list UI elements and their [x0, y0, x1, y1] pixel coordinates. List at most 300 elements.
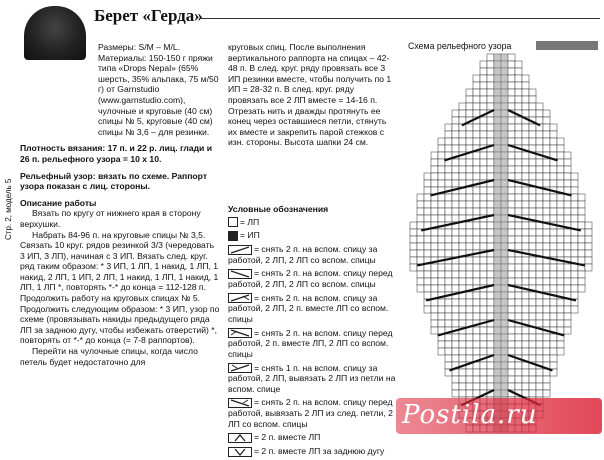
- chart-cell: [571, 208, 578, 215]
- chart-cell: [536, 355, 543, 362]
- chart-cell: [529, 110, 536, 117]
- chart-cell: [459, 320, 466, 327]
- chart-cell: [487, 327, 494, 334]
- chart-cell: [508, 236, 515, 243]
- chart-cell: [508, 306, 515, 313]
- chart-cell: [508, 313, 515, 320]
- chart-cell: [466, 96, 473, 103]
- chart-cell: [508, 257, 515, 264]
- chart-cell: [452, 131, 459, 138]
- chart-cell: [536, 110, 543, 117]
- chart-cell: [452, 285, 459, 292]
- chart-cell: [466, 110, 473, 117]
- chart-cell: [452, 334, 459, 341]
- chart-cell: [550, 166, 557, 173]
- chart-cell: [473, 222, 480, 229]
- chart-cell: [508, 187, 515, 194]
- chart-cell: [522, 96, 529, 103]
- chart-cell: [445, 334, 452, 341]
- chart-cell: [473, 194, 480, 201]
- chart-cell: [473, 264, 480, 271]
- title-divider: [200, 18, 600, 19]
- chart-cell: [452, 390, 459, 397]
- chart-cell: [522, 103, 529, 110]
- chart-cell: [452, 271, 459, 278]
- chart-cell: [529, 313, 536, 320]
- chart-cell: [564, 215, 571, 222]
- chart-cell: [543, 390, 550, 397]
- chart-cell: [543, 299, 550, 306]
- chart-cell: [473, 313, 480, 320]
- pattern-text: Рельефный узор: вязать по схеме. Раппорт узора показан с лиц. стороны.: [20, 170, 208, 192]
- chart-cell: [466, 348, 473, 355]
- legend-item: = 2 п. вместе ЛП за заднюю дугу: [228, 446, 404, 457]
- chart-cell: [515, 292, 522, 299]
- chart-cell: [480, 166, 487, 173]
- chart-cell: [438, 166, 445, 173]
- chart-cell: [515, 187, 522, 194]
- chart-cell: [515, 327, 522, 334]
- chart-cell: [522, 194, 529, 201]
- chart-cell: [410, 257, 417, 264]
- chart-cell: [445, 201, 452, 208]
- chart-cell: [585, 243, 592, 250]
- chart-cell: [529, 243, 536, 250]
- chart-cell: [522, 299, 529, 306]
- chart-cell: [473, 306, 480, 313]
- chart-cell: [529, 201, 536, 208]
- chart-cell: [459, 278, 466, 285]
- chart-cell: [473, 201, 480, 208]
- chart-cell: [557, 348, 564, 355]
- legend: [228, 204, 404, 460]
- chart-cell: [515, 229, 522, 236]
- chart-cell: [487, 292, 494, 299]
- chart-cell: [550, 334, 557, 341]
- chart-cell: [536, 334, 543, 341]
- chart-title-bar: [536, 41, 598, 50]
- chart-cell: [466, 278, 473, 285]
- chart-cell: [466, 236, 473, 243]
- chart-cell: [459, 299, 466, 306]
- cable-left-dec-icon: [228, 328, 252, 338]
- chart-cell: [557, 271, 564, 278]
- chart-cell: [550, 306, 557, 313]
- chart-cell: [515, 131, 522, 138]
- chart-cell: [445, 236, 452, 243]
- chart-cell: [459, 243, 466, 250]
- chart-cell: [480, 348, 487, 355]
- chart-cell: [480, 159, 487, 166]
- chart-cell: [452, 348, 459, 355]
- chart-cell: [424, 292, 431, 299]
- chart-title: Схема рельефного узора: [408, 41, 512, 51]
- chart-cell: [536, 313, 543, 320]
- chart-cell: [452, 138, 459, 145]
- chart-cell: [452, 250, 459, 257]
- chart-cell: [480, 264, 487, 271]
- purl-symbol-icon: [228, 217, 238, 227]
- chart-cell: [466, 341, 473, 348]
- chart-cell: [536, 390, 543, 397]
- chart-cell: [466, 166, 473, 173]
- chart-cell: [515, 201, 522, 208]
- chart-cell: [515, 362, 522, 369]
- chart-cell: [564, 313, 571, 320]
- chart-cell: [508, 124, 515, 131]
- chart-cell: [417, 201, 424, 208]
- chart-cell: [459, 138, 466, 145]
- chart-cell: [473, 257, 480, 264]
- chart-cell: [543, 271, 550, 278]
- chart-cell: [452, 229, 459, 236]
- chart-cell: [480, 138, 487, 145]
- chart-cell: [515, 376, 522, 383]
- chart-cell: [445, 264, 452, 271]
- chart-cell: [445, 278, 452, 285]
- chart-cell: [508, 327, 515, 334]
- chart-cell: [522, 159, 529, 166]
- chart-cell: [578, 250, 585, 257]
- chart-cell: [522, 271, 529, 278]
- chart-cell: [515, 152, 522, 159]
- chart-cell: [557, 180, 564, 187]
- chart-cell: [515, 222, 522, 229]
- chart-cell: [459, 306, 466, 313]
- chart-cell: [543, 159, 550, 166]
- chart-cell: [431, 152, 438, 159]
- chart-cell: [508, 271, 515, 278]
- chart-cell: [536, 299, 543, 306]
- chart-cell: [515, 75, 522, 82]
- chart-cell: [543, 383, 550, 390]
- chart-cell: [550, 145, 557, 152]
- chart-cell: [571, 243, 578, 250]
- chart-cell: [445, 362, 452, 369]
- chart-cell: [522, 75, 529, 82]
- chart-cell: [431, 327, 438, 334]
- chart-cell: [445, 355, 452, 362]
- chart-cell: [452, 355, 459, 362]
- chart-cell: [431, 166, 438, 173]
- chart-cell: [529, 341, 536, 348]
- chart-cell: [473, 166, 480, 173]
- chart-cell: [424, 187, 431, 194]
- chart-cell: [508, 299, 515, 306]
- chart-cell: [571, 285, 578, 292]
- chart-cell: [557, 299, 564, 306]
- chart-cell: [480, 313, 487, 320]
- chart-cell: [480, 334, 487, 341]
- chart-cell: [445, 131, 452, 138]
- gauge-text: Плотность вязания: 17 п. и 22 р. лиц. глади и 26 п. рельефного узора = 10 х 10.: [20, 143, 212, 164]
- chart-cell: [515, 159, 522, 166]
- chart-cell: [536, 145, 543, 152]
- chart-cell: [466, 369, 473, 376]
- chart-cell: [424, 278, 431, 285]
- chart-cell: [508, 383, 515, 390]
- chart-cell: [543, 285, 550, 292]
- chart-cell: [515, 271, 522, 278]
- chart-cell: [473, 82, 480, 89]
- chart-cell: [487, 383, 494, 390]
- chart-cell: [487, 138, 494, 145]
- chart-cell: [536, 383, 543, 390]
- chart-cell: [571, 236, 578, 243]
- chart-cell: [459, 194, 466, 201]
- chart-cell: [487, 208, 494, 215]
- chart-cell: [550, 341, 557, 348]
- chart-cell: [431, 313, 438, 320]
- chart-cell: [522, 243, 529, 250]
- chart-cell: [585, 229, 592, 236]
- chart-cell: [522, 236, 529, 243]
- chart-cell: [543, 320, 550, 327]
- chart-cell: [550, 236, 557, 243]
- chart-cell: [466, 306, 473, 313]
- chart-cell: [571, 306, 578, 313]
- chart-cell: [452, 236, 459, 243]
- chart-cell: [585, 236, 592, 243]
- chart-cell: [473, 229, 480, 236]
- chart-cell: [529, 390, 536, 397]
- chart-cell: [578, 222, 585, 229]
- chart-cell: [459, 271, 466, 278]
- chart-cell: [543, 236, 550, 243]
- chart-cell: [487, 68, 494, 75]
- chart-cell: [438, 271, 445, 278]
- chart-cell: [452, 166, 459, 173]
- chart-cell: [480, 117, 487, 124]
- chart-cell: [459, 229, 466, 236]
- chart-cell: [508, 243, 515, 250]
- instructions-column-1: [20, 42, 220, 367]
- chart-cell: [480, 299, 487, 306]
- chart-cell: [536, 201, 543, 208]
- chart-cell: [487, 334, 494, 341]
- chart-cell: [424, 215, 431, 222]
- chart-cell: [508, 376, 515, 383]
- chart-cell: [550, 348, 557, 355]
- chart-cell: [543, 278, 550, 285]
- chart-cell: [508, 264, 515, 271]
- chart-cell: [473, 138, 480, 145]
- chart-cell: [452, 376, 459, 383]
- chart-cell: [564, 243, 571, 250]
- chart-cell: [438, 215, 445, 222]
- chart-cell: [473, 376, 480, 383]
- chart-cell: [487, 187, 494, 194]
- chart-cell: [508, 117, 515, 124]
- chart-cell: [522, 278, 529, 285]
- chart-cell: [508, 222, 515, 229]
- chart-cell: [452, 383, 459, 390]
- chart-cell: [473, 243, 480, 250]
- chart-cell: [543, 334, 550, 341]
- chart-cell: [438, 320, 445, 327]
- chart-cell: [508, 229, 515, 236]
- chart-cell: [417, 215, 424, 222]
- chart-cell: [466, 271, 473, 278]
- chart-cell: [480, 173, 487, 180]
- materials-text: Материалы: 150-150 г пряжи типа «Drops Nepal» (65% шерсть, 35% альпака, 75 м/50 г) от Garnstudio (www.garnstudio.com), чулочные и круговые (40 см) спицы № 5, круговые (40 см) спицы № 3,6 – для резинки.: [98, 52, 219, 137]
- chart-cell: [438, 285, 445, 292]
- chart-cell: [445, 145, 452, 152]
- chart-cell: [543, 306, 550, 313]
- chart-cell: [557, 236, 564, 243]
- chart-cell: [473, 173, 480, 180]
- chart-cell: [431, 159, 438, 166]
- chart-cell: [466, 222, 473, 229]
- chart-cell: [522, 166, 529, 173]
- chart-cell: [543, 243, 550, 250]
- chart-cell: [424, 243, 431, 250]
- chart-cell: [487, 376, 494, 383]
- chart-cell: [452, 208, 459, 215]
- chart-cell: [585, 250, 592, 257]
- chart-cell: [452, 215, 459, 222]
- chart-cell: [417, 250, 424, 257]
- chart-cell: [473, 124, 480, 131]
- chart-cell: [445, 124, 452, 131]
- chart-cell: [431, 264, 438, 271]
- chart-cell: [487, 117, 494, 124]
- chart-cell: [515, 383, 522, 390]
- chart-cell: [473, 348, 480, 355]
- cable-left-inc-icon: [228, 398, 252, 408]
- chart-cell: [550, 243, 557, 250]
- chart-cell: [466, 194, 473, 201]
- chart-cell: [529, 131, 536, 138]
- chart-cell: [543, 208, 550, 215]
- chart-cell: [508, 194, 515, 201]
- chart-cell: [431, 285, 438, 292]
- chart-cell: [508, 103, 515, 110]
- chart-cell: [438, 250, 445, 257]
- chart-cell: [557, 145, 564, 152]
- chart-cell: [508, 96, 515, 103]
- chart-cell: [529, 292, 536, 299]
- chart-cell: [508, 292, 515, 299]
- chart-cell: [445, 341, 452, 348]
- chart-cell: [536, 320, 543, 327]
- chart-cell: [459, 376, 466, 383]
- chart-cell: [550, 355, 557, 362]
- chart-cell: [487, 229, 494, 236]
- chart-cell: [522, 82, 529, 89]
- chart-cell: [459, 264, 466, 271]
- chart-cell: [438, 173, 445, 180]
- chart-cell: [536, 131, 543, 138]
- chart-cell: [459, 110, 466, 117]
- chart-cell: [529, 229, 536, 236]
- relief-pattern-chart: [404, 52, 600, 434]
- chart-cell: [445, 299, 452, 306]
- chart-cell: [473, 299, 480, 306]
- chart-cell: [578, 208, 585, 215]
- chart-cell: [571, 194, 578, 201]
- chart-cell: [424, 306, 431, 313]
- chart-cell: [508, 362, 515, 369]
- chart-cell: [487, 271, 494, 278]
- chart-cell: [564, 173, 571, 180]
- chart-cell: [522, 306, 529, 313]
- chart-cell: [431, 201, 438, 208]
- chart-cell: [578, 243, 585, 250]
- chart-cell: [410, 250, 417, 257]
- chart-cell: [571, 201, 578, 208]
- chart-cell: [536, 194, 543, 201]
- chart-cell: [571, 173, 578, 180]
- chart-cell: [550, 320, 557, 327]
- chart-cell: [473, 236, 480, 243]
- chart-cell: [452, 124, 459, 131]
- chart-cell: [522, 313, 529, 320]
- chart-cell: [529, 348, 536, 355]
- chart-cell: [529, 334, 536, 341]
- chart-cell: [473, 341, 480, 348]
- chart-cell: [480, 222, 487, 229]
- chart-cell: [522, 257, 529, 264]
- chart-cell: [438, 243, 445, 250]
- chart-cell: [410, 264, 417, 271]
- chart-cell: [487, 257, 494, 264]
- chart-cell: [417, 208, 424, 215]
- chart-cell: [543, 229, 550, 236]
- chart-cell: [431, 306, 438, 313]
- chart-cell: [550, 313, 557, 320]
- chart-cell: [564, 166, 571, 173]
- chart-cell: [487, 131, 494, 138]
- chart-cell: [473, 292, 480, 299]
- chart-cell: [564, 236, 571, 243]
- chart-cell: [459, 257, 466, 264]
- chart-cell: [508, 54, 515, 61]
- chart-cell: [515, 68, 522, 75]
- chart-cell: [515, 278, 522, 285]
- chart-cell: [466, 334, 473, 341]
- chart-cell: [459, 145, 466, 152]
- chart-cell: [487, 222, 494, 229]
- chart-cell: [515, 138, 522, 145]
- chart-cell: [473, 187, 480, 194]
- chart-cell: [522, 264, 529, 271]
- chart-cell: [515, 89, 522, 96]
- chart-cell: [536, 306, 543, 313]
- chart-cell: [438, 278, 445, 285]
- chart-cell: [515, 299, 522, 306]
- chart-cell: [480, 103, 487, 110]
- chart-cell: [424, 194, 431, 201]
- p2tog-tbl-icon: [228, 447, 252, 457]
- chart-cell: [522, 383, 529, 390]
- chart-cell: [529, 89, 536, 96]
- chart-cell: [529, 306, 536, 313]
- chart-cell: [515, 96, 522, 103]
- chart-cell: [508, 173, 515, 180]
- chart-cell: [550, 138, 557, 145]
- chart-cell: [522, 138, 529, 145]
- chart-cell: [564, 306, 571, 313]
- chart-cell: [522, 124, 529, 131]
- chart-cell: [445, 271, 452, 278]
- chart-cell: [543, 138, 550, 145]
- chart-cell: [424, 271, 431, 278]
- legend-item: = снять 2 п. на вспом. спицу перед работой, 2 п. вместе ЛП, 2 ЛП со вспом. спицы: [228, 327, 393, 359]
- chart-cell: [431, 271, 438, 278]
- chart-cell: [480, 96, 487, 103]
- chart-cell: [487, 159, 494, 166]
